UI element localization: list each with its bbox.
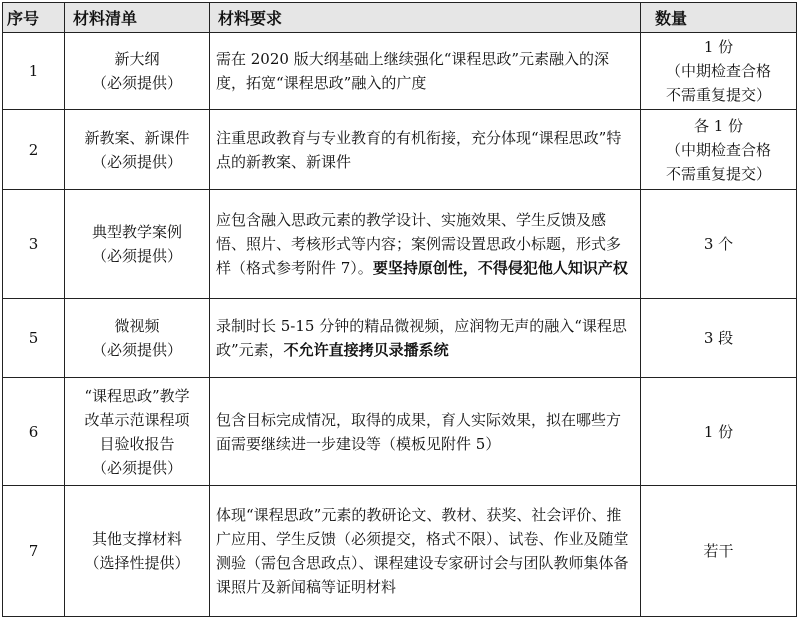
requirement-text: 包含目标完成情况，取得的成果，育人实际效果，拟在哪些方面需要继续进一步建设等（模板见附件 5）	[216, 410, 622, 453]
row-quantity	[641, 33, 797, 110]
material-name-line: 新教案、新课件	[84, 128, 190, 147]
row-requirement	[210, 486, 641, 617]
row-quantity	[641, 378, 797, 486]
header-quantity: 数量	[641, 3, 797, 33]
header-material-list: 材料清单	[65, 3, 210, 33]
header-material-requirements: 材料要求	[210, 3, 641, 33]
material-name-line: （必须提供）	[91, 341, 182, 359]
requirement-text: 录制时长 5-15 分钟的精品微视频，应润物无声的融入“课程思政”元素，	[216, 317, 627, 359]
material-name-line: （选择性提供）	[84, 554, 190, 572]
material-name-line: （必须提供）	[91, 247, 182, 265]
row-material-name	[65, 378, 210, 486]
row-seq: 7	[3, 486, 65, 617]
table-row	[3, 299, 797, 378]
material-name-line: （必须提供）	[91, 74, 182, 92]
row-requirement	[210, 378, 641, 486]
header-seq: 序号	[3, 3, 65, 33]
material-name-line: （必须提供）	[91, 152, 182, 171]
quantity-line: 不需重复提交）	[665, 164, 771, 183]
row-requirement	[210, 33, 641, 110]
table-row	[3, 486, 797, 617]
material-name-line: 微视频	[114, 317, 160, 335]
row-material-name	[65, 110, 210, 190]
row-requirement	[210, 299, 641, 378]
table-row	[3, 190, 797, 299]
row-material-name	[65, 299, 210, 378]
row-quantity	[641, 190, 797, 299]
row-material-name	[65, 190, 210, 299]
material-name-line: 改革示范课程项	[84, 410, 190, 429]
material-name-line: “课程思政”教学	[84, 386, 190, 405]
row-seq: 2	[3, 110, 65, 190]
row-seq: 6	[3, 378, 65, 486]
table-row	[3, 110, 797, 190]
row-requirement	[210, 190, 641, 299]
quantity-line: 3 个	[703, 235, 734, 253]
requirement-text: 应包含融入思政元素的教学设计、实施效果、学生反馈及感悟、照片、考核形式等内容；案例需设置思政小标题，形式多样（格式参考附件 7）。	[216, 211, 622, 277]
row-seq: 1	[3, 33, 65, 110]
quantity-line: 3 段	[703, 329, 734, 347]
row-material-name	[65, 33, 210, 110]
material-name-line: 目验收报告	[99, 434, 175, 453]
requirement-emphasis: 要坚持原创性，不得侵犯他人知识产权	[372, 259, 628, 277]
materials-table	[2, 2, 797, 617]
row-requirement	[210, 110, 641, 190]
quantity-line: （中期检查合格	[665, 62, 771, 80]
row-quantity	[641, 110, 797, 190]
quantity-line: 1 份	[703, 38, 734, 56]
row-material-name	[65, 486, 210, 617]
requirement-text: 需在 2020 版大纲基础上继续强化“课程思政”元素融入的深度，拓宽“课程思政”融入的广度	[216, 50, 610, 92]
material-name-line: 其他支撑材料	[91, 530, 182, 548]
material-name-line: 典型教学案例	[91, 223, 182, 241]
quantity-line: 各 1 份	[693, 116, 744, 135]
requirement-emphasis: 不允许直接拷贝录播系统	[283, 341, 449, 359]
quantity-line: 不需重复提交）	[665, 86, 771, 104]
row-quantity	[641, 486, 797, 617]
requirement-text: 体现“课程思政”元素的教研论文、教材、获奖、社会评价、推广应用、学生反馈（必须提交，格式不限）、试卷、作业及随堂测验（需包含思政点）、课程建设专家研讨会与团队教师集体备课照片及新闻稿等证明材料	[216, 506, 629, 596]
requirement-text: 注重思政教育与专业教育的有机衔接，充分体现“课程思政”特点的新教案、新课件	[216, 128, 622, 171]
material-name-line: 新大纲	[114, 50, 160, 68]
row-seq: 3	[3, 190, 65, 299]
table-row	[3, 378, 797, 486]
quantity-line: 1 份	[703, 422, 734, 441]
row-seq: 5	[3, 299, 65, 378]
quantity-line: 若干	[703, 542, 734, 560]
row-quantity	[641, 299, 797, 378]
table-header-row	[3, 3, 797, 33]
quantity-line: （中期检查合格	[665, 140, 771, 159]
material-name-line: （必须提供）	[91, 458, 182, 477]
table-row	[3, 33, 797, 110]
